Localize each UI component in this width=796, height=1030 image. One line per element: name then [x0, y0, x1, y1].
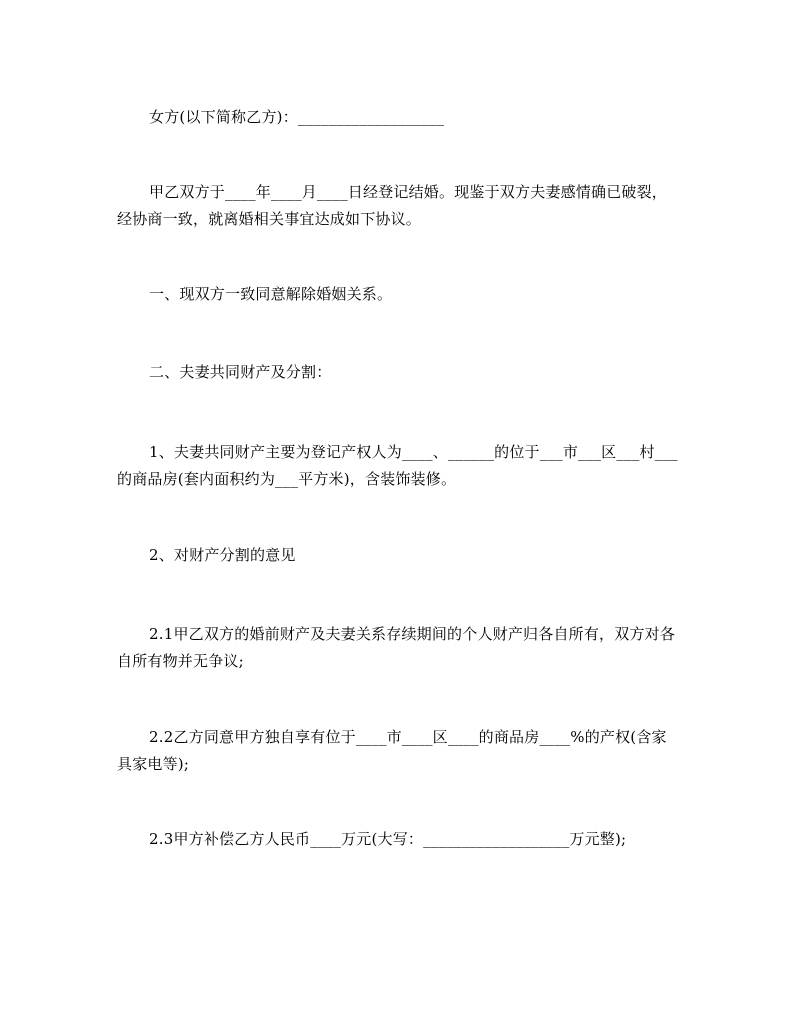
party-b-line: 女方(以下简称乙方)：___________________ [149, 108, 445, 126]
section-2-heading: 二、夫妻共同财产及分割： [149, 363, 332, 381]
marriage-statement-paragraph: 甲乙双方于____年____月____日经登记结婚。现鉴于双方夫妻感情确已破裂，经协商一致，就离婚相关事宜达成如下协议。 [117, 183, 668, 228]
joint-property-paragraph: 1、夫妻共同财产主要为登记产权人为____、______的位于___市___区___村___的商品房(套内面积约为___平方米)，含装饰装修。 [117, 443, 678, 488]
division-opinion-heading: 2、对财产分割的意见 [149, 546, 296, 564]
clause-2-2-paragraph: 2.2乙方同意甲方独自享有位于____市____区____的商品房____%的产权(含家具家电等); [117, 728, 667, 773]
clause-2-3-paragraph: 2.3甲方补偿乙方人民币____万元(大写：___________________万元整); [149, 830, 627, 848]
clause-2-1-paragraph: 2.1甲乙双方的婚前财产及夫妻关系存续期间的个人财产归各自所有，双方对各自所有物并无争议; [117, 625, 676, 670]
section-1-heading: 一、现双方一致同意解除婚姻关系。 [149, 285, 393, 303]
